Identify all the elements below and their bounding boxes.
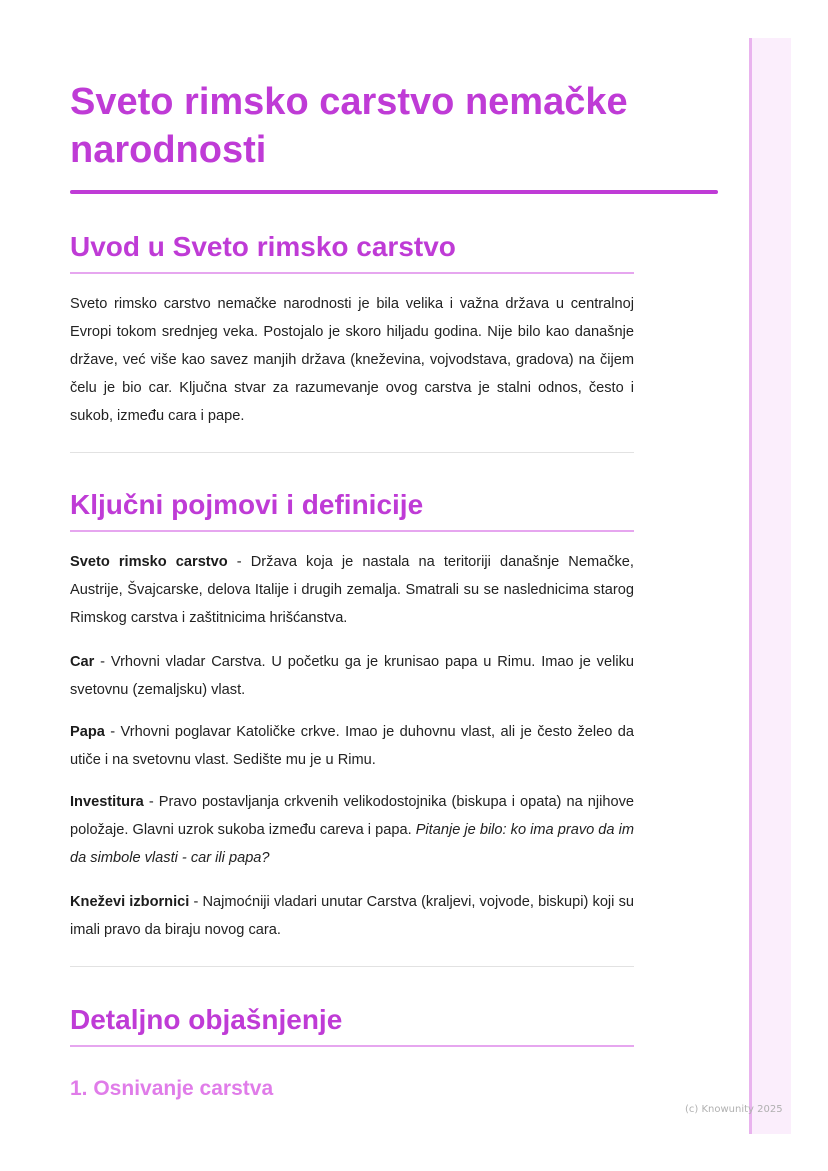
definition-item [70, 888, 634, 944]
definition-item [70, 648, 634, 704]
details-subheading: 1. Osnivanje carstva [70, 1077, 274, 1100]
definition-text: - Vrhovni poglavar Katoličke crkve. Imao je duhovnu vlast, ali je često želeo da utiče i na svetovnu vlast. Sedište mu je u Rimu. [70, 724, 634, 768]
definition-term: Papa [70, 724, 105, 740]
details-heading: Detaljno objašnjenje [70, 1004, 343, 1035]
intro-section [70, 230, 634, 274]
section-divider [70, 452, 634, 453]
details-section [70, 1003, 634, 1047]
concepts-heading-underline [70, 530, 634, 532]
intro-heading: Uvod u Sveto rimsko carstvo [70, 231, 456, 262]
concepts-section [70, 488, 634, 532]
side-margin-panel [749, 38, 791, 1134]
details-heading-underline [70, 1045, 634, 1047]
definition-text: - Vrhovni vladar Carstva. U početku ga je krunisao papa u Rimu. Imao je veliku svetovnu (zemaljsku) vlast. [70, 654, 634, 698]
definition-text: - Država koja je nastala na teritoriji današnje Nemačke, Austrije, Švajcarske, delova Italije i drugih zemalja. Smatrali su se naslednicima starog Rimskog carstva i zaštitnicima hrišćanstva. [70, 554, 634, 626]
definition-term: Sveto rimsko carstvo [70, 554, 228, 570]
definition-text: - Najmoćniji vladari unutar Carstva (kraljevi, vojvode, biskupi) koji su imali pravo da biraju novog cara. [70, 894, 634, 938]
copyright-footer: (c) Knowunity 2025 [685, 1104, 783, 1115]
title-underline [70, 190, 718, 194]
definition-term: Investitura [70, 794, 144, 810]
definition-term: Kneževi izbornici [70, 894, 190, 910]
concepts-heading: Ključni pojmovi i definicije [70, 489, 424, 520]
section-divider [70, 966, 634, 967]
definition-note: Pitanje je bilo: ko ima pravo da im da simbole vlasti - car ili papa? [70, 822, 635, 866]
definition-item [70, 718, 634, 774]
definition-item [70, 788, 634, 872]
document-title: Sveto rimsko carstvo nemačke narodnosti [70, 81, 628, 171]
definition-item [70, 548, 634, 632]
intro-paragraph: Sveto rimsko carstvo nemačke narodnosti je bila velika i važna država u centralnoj Evropi tokom srednjeg veka. Postojalo je skoro hiljadu godina. Nije bilo kao današnje države, već više kao savez manjih država (kneževina, vojvodstava, gradova) na čijem čelu je bio car. Ključna stvar za razumevanje ovog carstva je stalni odnos, često i sukob, između cara i pape. [70, 296, 634, 424]
intro-heading-underline [70, 272, 634, 274]
definition-term: Car [70, 654, 95, 670]
definition-text: - Pravo postavljanja crkvenih velikodostojnika (biskupa i opata) na njihove položaje. Glavni uzrok sukoba između careva i papa. [70, 794, 634, 838]
